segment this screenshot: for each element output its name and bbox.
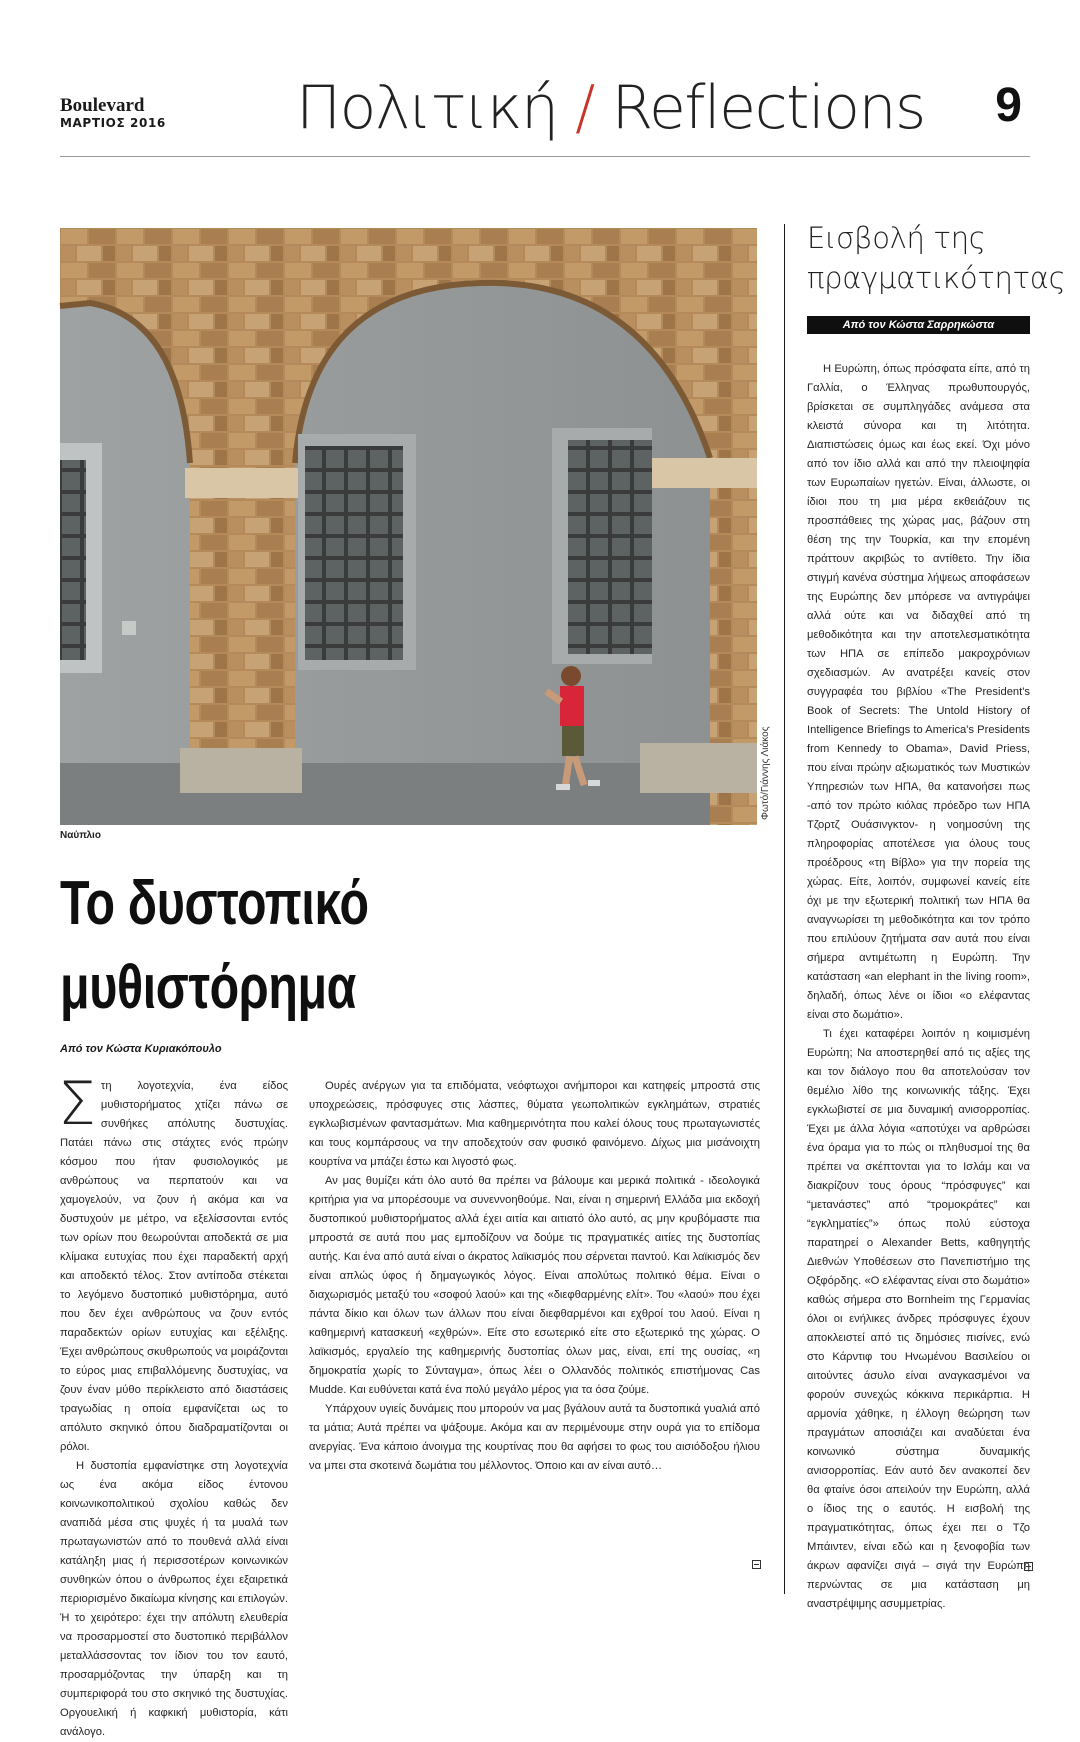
paragraph-text: τη λογοτεχνία, ένα είδος μυθιστορήματος χτίζει πάνω σε συνθήκες απόλυτης δυστυχίας. Πατάει πάνω στις στάχτες ενός πρώην κόσμου που ήταν φυσιολογικός με ανθρώπους να περπατούν και να χαμογελούν, να ζουν ή ακόμα και να δυστυχούν με μέτρο, να εξελίσσονται εντός των ορίων που θεωρούνται αποδεκτά σε μια κλίμακα ευτυχίας που έχει παραδεκτή αρχή και αποδεκτό τέλος. Στον αντίποδα στέκεται το λεγόμενο δυστοπικό μυθιστόρημα, αυτό που δεν έχει ανθρώπους να ζουν εντός παραδεκτών ορίων ευτυχίας και εξέλιξης. Έχει ανθρώπους σκυθρωπούς να μοιράζονται το εύρος μιας επιβαλλόμενης δυστυχίας, να ζουν έναν μύθο περίκλειστο από διαστάσεις τραγωδίας η οποία εμφανίζεται ως το απόλυτο σκηνικό όπου διαδραματίζονται οι ρόλοι. — [60, 1080, 288, 1453]
article-byline: Από τον Κώστα Κυριακόπουλο — [60, 1043, 222, 1055]
article-column-1 — [58, 1069, 288, 1738]
sidebar-paragraph: Τι έχει καταφέρει λοιπόν η κοιμισμένη Ευρώπη; Να αποστερηθεί από τις αξίες της και τον διάλογο που θα αποτελούσαν τον θεμέλιο λίθο της κοινωνικής τάξης. Έχει εγκλωβιστεί σε μια δυναμική ανισορροπίας. Έχει με άλλα λόγια «αποτύχει να αρθρώσει ένα όραμα για το πώς οι πληθυσμοί της θα πρέπει να σκέπτονται για το Ισλάμ και να διακρίζουν τους όρους “πρόσφυγες” και “μετανάστες” από “τρομοκράτες” και “εγκληματίες”» όπως πολύ εύστοχα παρατηρεί ο Alexander Betts, καθηγητής Διεθνών Υποθέσεων στο Πανεπιστήμιο της Οξφόρδης. «Ο ελέφαντας είναι στο δωμάτιο» καθώς σήμερα στο Bornheim της Γερμανίας όλοι οι ενήλικες άνδρες πρόσφυγες έχουν αποκλειστεί από τις δημόσιες πισίνες, ενώ στο Κάρντιφ του Ηνωμένου Βασιλείου οι αιτούντες άσυλο είναι αναγκασμένοι να φορούν συνεχώς κόκκινα περικάρπια. Η αρμονία χάθηκε, η έλλογη θεώρηση των πραγμάτων αποσιάζει και αναδύεται ένα κοινωνικό σύστημα δυναμικής ανισορροπίας. Εάν αυτό δεν ανακοπεί δεν θα φταίνε όσοι απειλούν την Ευρώπη, αλλά ο ίδιος της ο εαυτός. Η εισβολή της πραγματικότητας, όπως έχει πει ο Τζο Μπάιντεν, είναι εδώ και η ξενοφοβία των άκρων αφανίζει σιγά – σιγά την Ευρώπη περνώντας σε μια κατάσταση μη αναστρέψιμης ασυμμετρίας. — [807, 1028, 1030, 1610]
headline-line: μυθιστόρημα — [60, 953, 357, 1022]
article-photo — [60, 228, 757, 825]
article-paragraph: Ουρές ανέργων για τα επιδόματα, νεόφτωχοι ανήμποροι και κατηφείς μπροστά στις υποχρεώσεις, πρόσφυγες στις λάσπες, θύματα γεωπολιτικών εγκλημάτων, στρατιές εγκλωβισμένων φαντασμάτων. Μια καθημερινότητα που καλεί όλους τους πρωταγωνιστές και τους κομπάρσους να την αποδεχτούν σαν φυσικό φαινόμενο. Δίχως μια μισάνοιχτη κουρτίνα να μπάζει έστω και λιγοστό φως. — [309, 1080, 760, 1168]
arcade-illustration — [60, 228, 757, 825]
article-paragraph: Αν μας θυμίζει κάτι όλο αυτό θα πρέπει να βάλουμε και μερικά πολιτικά - ιδεολογικά κριτήρια για να μπορέσουμε να συνεννοηθούμε. Ναι, είναι η σημερινή Ελλάδα μια εκδοχή δυστοπικού μυθιστορήματος αλλά έχει αιτία και αιτιατό όλο αυτό, ας μην κρυβόμαστε πια μπροστά σε αυτά που μας εμποδίζουν να δούμε τις πραγματικές αιτίες της δυστοπίας αυτής. Και ένα από αυτά είναι ο άκρατος λαϊκισμός που σέρνεται παντού. Και λαϊκισμός δεν είναι απλώς ύφος ή δημαγωγικός λόγος. Είναι απολύτως πολιτικό θέμα. Είναι ο διαχωρισμός μεταξύ του «σοφού λαού» και της «διεφθαρμένης ελίτ». Του «λαού» που έχει πάντα δίκιο και όλων των άλλων που είναι διεφθαρμένοι και εχθροί του λαού. Είναι η καθημερινή κατασκευή «εχθρών». Είτε στο εσωτερικό είτε στο εξωτερικό της χώρας. Ο λαϊκισμός, εργαλείο της καθημερινής δυστοπίας όλων μας, είναι, επί της ουσίας, «η δημοκρατία χωρίς το Σύνταγμα», όπως λέει ο Ολλανδός πολιτικός επιστήμονας Cas Mudde. Και ευθύνεται κατά ένα πολύ μεγάλο μέρος για τα όσα ζούμε. — [309, 1175, 760, 1396]
photo-credit: Φωτό/Γιάννης Λιάκος — [760, 726, 771, 820]
photo-caption: Ναύπλιο — [60, 830, 101, 841]
sidebar-byline: Από τον Κώστα Σαρρηκώστα — [807, 316, 1030, 334]
issue-date: ΜΑΡΤΙΟΣ 2016 — [60, 116, 166, 130]
section-divider: / — [575, 73, 594, 143]
section-title — [296, 70, 925, 146]
masthead — [60, 96, 166, 130]
headline-line: Το δυστοπικό — [60, 869, 369, 938]
article-paragraph: Η δυστοπία εμφανίστηκε στη λογοτεχνία ως ένα ακόμα είδος έντονου κοινωνικοπολιτικού σχολίου καθώς δεν αναπιδά μέσα στις ψυχές ή τα μυαλά των πρωταγωνιστών από το πουθενά αλλά είναι κατάληξη μιας ή περισσοτέρων κοινωνικών συνθηκών όπου ο άνθρωπος έχει εξαιρετικά περιορισμένο δικαίωμα κίνησης και επιλογών. Ή το χειρότερο: έχει την απόλυτη ελευθερία να προσαρμοστεί στο δυστοπικό περιβάλλον μεταλλάσσοντας τον ίδιον του τον εαυτό, προσαρμόζοντας την ύπαρξη και τη συμπεριφορά του στο σκηνικό της δυστυχίας. Οργουελική ή καφκική μυθιστορία, κάτι ανάλογο. — [60, 1460, 288, 1738]
article-headline — [60, 862, 466, 1030]
article-end-icon — [752, 1560, 761, 1569]
sidebar-column — [807, 360, 1030, 1610]
article-paragraph: Υπάρχουν υγιείς δυνάμεις που μπορούν να μας βγάλουν αυτά τα δυστοπικά γυαλιά από τα μάτια; Αυτά πρέπει να ψάξουμε. Ακόμα και αν περιμένουμε στην ουρά για το επίδομα ανεργίας. Ένα κάποιο άνοιγμα της κουρτίνας που θα αφήσει το φως του αισιόδοξου ήλιου να μπει στα σκοτεινά δωμάτια του μέλλοντος. Όποιο και αν είναι αυτό… — [309, 1403, 760, 1472]
section-subname: Reflections — [611, 73, 925, 143]
section-name: Πολιτική — [296, 73, 558, 143]
header-divider — [60, 156, 1030, 157]
article-paragraph — [58, 1069, 288, 1457]
sidebar-divider — [784, 224, 785, 1594]
drop-cap: Σ — [58, 1069, 96, 1139]
sidebar-paragraph: Η Ευρώπη, όπως πρόσφατα είπε, από τη Γαλλία, ο Έλληνας πρωθυπουργός, βρίσκεται σε συμπληγάδες ανάμεσα στα κλειστά σύνορα και τη λιτότητα. Διαπιστώσεις όμως και έως εκεί. Όχι μόνο από τον ίδιο αλλά και από την πλειοψηφία των Ευρωπαίων ηγετών. Είναι, άλλωστε, οι ίδιοι που τη μια μέρα εκθειάζουν τις προσπάθειες της χώρας μας, βάζουν στη θέση της την Τουρκία, και την επομένη πράττουν ακριβώς το αντίθετο. Την ίδια στιγμή κανένα σύστημα λήψεως αποφάσεων της Ευρώπης δεν μπόρεσε να αντιγράψει αλλά ούτε και να διδαχθεί από τη μεθοδικότητα και την αποτελεσματικότητα των ΗΠΑ σε επίπεδο μακροχρόνιων σχεδιασμών. Αν ανατρέξει κανείς στον συγγραφέα του βιβλίου «The President's Book of Secrets: The Untold History of Intelligence Briefings to America's Presidents from Kennedy to Obama», David Priess, που είναι πρώην αξιωματικός των Μυστικών Υπηρεσιών των ΗΠΑ, θα κατανοήσει πως -από τον πρώτο κιόλας πρόεδρο των ΗΠΑ Τζορτζ Ουάσινγκτον- η νοημοσύνη της πληροφορίας αποτέλεσε για όλους τους προέδρους «τη Βίβλο» για την πορεία της χώρας. Είτε, λοιπόν, συμφωνεί κανείς είτε όχι με την εξωτερική πολιτική των ΗΠΑ θα αναγνωρίσει τη μεθοδικότητα και τον τρόπο που επιλύουν ζητήματα σαν αυτά που είναι σήμερα αντιμέτωπη η Ευρώπη. Την κατάσταση «an elephant in the living room», δηλαδή, όπως λένε οι ίδιοι «ο ελέφαντας είναι στο δωμάτιο». — [807, 363, 1030, 1021]
sidebar-title: Εισβολή της πραγματικότητας — [807, 221, 1066, 295]
sidebar-end-icon — [1024, 1562, 1033, 1571]
article-column-2 — [309, 1077, 760, 1577]
brand-name: Boulevard — [60, 95, 145, 116]
page-number: 9 — [995, 79, 1022, 132]
